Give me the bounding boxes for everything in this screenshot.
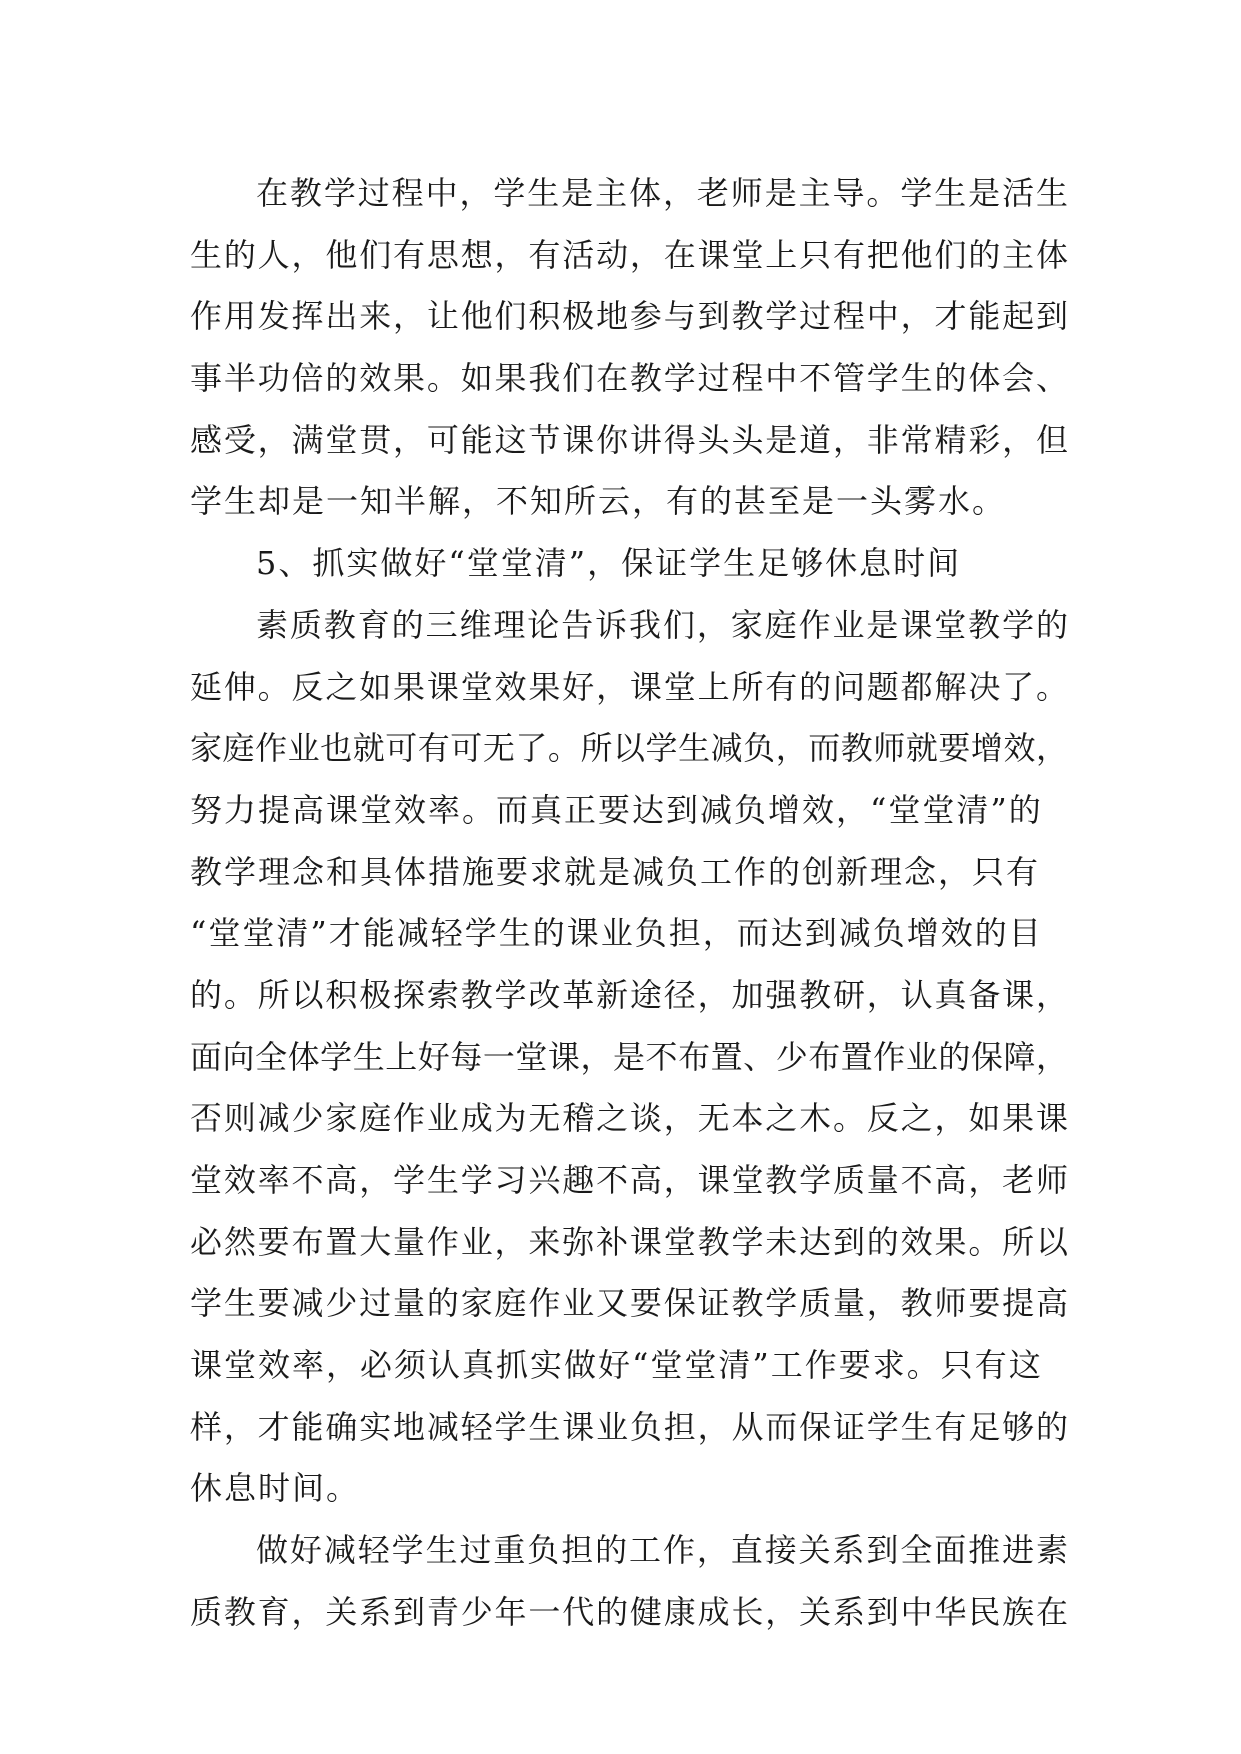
text-line: 感受，满堂贯，可能这节课你讲得头头是道，非常精彩，但	[190, 420, 1070, 459]
text-line: 样，才能确实地减轻学生课业负担，从而保证学生有足够的	[190, 1407, 1070, 1446]
text-line: 学生却是一知半解，不知所云，有的甚至是一头雾水。	[190, 482, 1007, 521]
text-line: 面向全体学生上好每一堂课，是不布置、少布置作业的保障，	[190, 1037, 1069, 1076]
text-line: 课堂效率，必须认真抓实做好“堂堂清”工作要求。只有这	[190, 1346, 1043, 1385]
text-line: 作用发挥出来，让他们积极地参与到教学过程中，才能起到	[190, 297, 1070, 336]
text-line: 事半功倍的效果。如果我们在教学过程中不管学生的体会、	[190, 359, 1070, 398]
text-line: 家庭作业也就可有可无了。所以学生减负，而教师就要增效，	[190, 729, 1069, 768]
text-line: 学生要减少过量的家庭作业又要保证教学质量，教师要提高	[190, 1284, 1070, 1323]
text-line: 做好减轻学生过重负担的工作，直接关系到全面推进素	[256, 1531, 1070, 1570]
text-line: 休息时间。	[190, 1469, 361, 1508]
text-line: 教学理念和具体措施要求就是减负工作的创新理念，只有	[190, 852, 1041, 891]
text-line: 素质教育的三维理论告诉我们，家庭作业是课堂教学的	[256, 605, 1070, 644]
document-body	[190, 163, 1070, 1644]
text-line: 堂效率不高，学生学习兴趣不高，课堂教学质量不高，老师	[190, 1161, 1070, 1199]
text-line: 质教育，关系到青少年一代的健康成长，关系到中华民族在	[190, 1592, 1070, 1631]
text-line: 生的人，他们有思想，有活动，在课堂上只有把他们的主体	[190, 235, 1070, 274]
text-line: 的。所以积极探索教学改革新途径，加强教研，认真备课，	[190, 975, 1070, 1014]
text-line: 在教学过程中，学生是主体，老师是主导。学生是活生	[256, 174, 1070, 212]
text-line: “堂堂清”才能减轻学生的课业负担，而达到减负增效的目	[190, 914, 1043, 953]
text-line: 否则减少家庭作业成为无稽之谈，无本之木。反之，如果课	[190, 1099, 1070, 1138]
text-line: 5、抓实做好“堂堂清”，保证学生足够休息时间	[256, 544, 962, 583]
text-line: 必然要布置大量作业，来弥补课堂教学未达到的效果。所以	[190, 1222, 1070, 1261]
text-line: 延伸。反之如果课堂效果好，课堂上所有的问题都解决了。	[190, 667, 1070, 706]
text-line: 努力提高课堂效率。而真正要达到减负增效，“堂堂清”的	[190, 790, 1043, 829]
